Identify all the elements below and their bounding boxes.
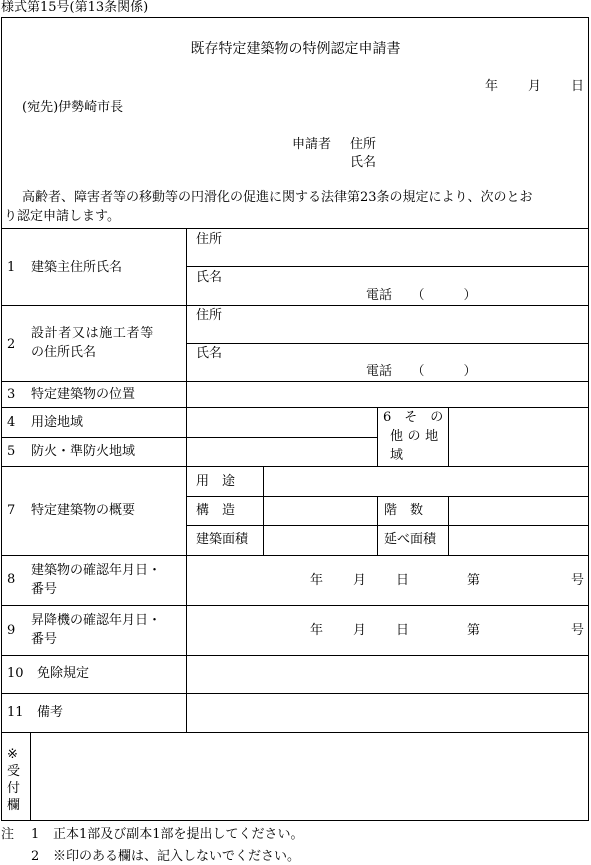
row8-year: 年: [310, 573, 324, 588]
row6-label-line3: 域: [390, 448, 404, 463]
row2-label-line1: 設計者又は施工者等: [31, 326, 154, 341]
row7-structure-label: 構 造: [196, 503, 236, 518]
row7-use-label: 用 途: [196, 474, 236, 489]
form-number: 様式第15号(第13条関係): [1, 0, 149, 15]
applicant-name-label: 氏名: [350, 155, 377, 170]
body-text-line2: り認定申請します。: [4, 209, 120, 224]
row2-phone-label: 電話 （ ）: [366, 364, 477, 379]
receipt-char-2: 付: [7, 781, 21, 796]
form-title: 既存特定建築物の特例認定申請書: [190, 41, 401, 57]
row5-number: 5: [7, 444, 16, 459]
row6-label-line2: 他の地: [390, 429, 443, 444]
row1-number: 1: [7, 260, 16, 275]
row8-day: 日: [396, 573, 410, 588]
row2-name-label: 氏名: [196, 346, 223, 361]
row4-label: 用途地域: [31, 415, 84, 430]
row1-phone-label: 電話 （ ）: [366, 288, 477, 303]
notes-head: 注: [1, 827, 15, 842]
row9-go: 号: [571, 623, 585, 638]
row9-month: 月: [353, 623, 367, 638]
row1-label: 建築主住所氏名: [31, 260, 123, 275]
row1-address-label: 住所: [196, 232, 223, 247]
note1-number: 1: [31, 827, 40, 842]
row8-go: 号: [571, 573, 585, 588]
row9-number: 9: [7, 623, 16, 638]
receipt-mark: ※: [7, 747, 18, 762]
row10-label: 免除規定: [37, 666, 90, 681]
row9-label-line1: 昇降機の確認年月日・: [31, 613, 162, 628]
note1-text: 正本1部及び副本1部を提出してください。: [53, 827, 304, 842]
row3-number: 3: [7, 387, 16, 402]
addressee: (宛先)伊勢崎市長: [22, 100, 124, 115]
applicant-label: 申請者: [292, 137, 332, 152]
row7-total-area-label: 延べ面積: [384, 532, 437, 547]
row7-floors-label: 階 数: [384, 503, 424, 518]
date-month: 月: [528, 79, 542, 94]
row9-dai: 第: [467, 623, 481, 638]
row8-number: 8: [7, 572, 16, 587]
row8-dai: 第: [467, 573, 481, 588]
note2-number: 2: [31, 849, 40, 864]
row8-label-line1: 建築物の確認年月日・: [31, 563, 162, 578]
row7-label: 特定建築物の概要: [31, 503, 136, 518]
row10-number: 10: [7, 666, 24, 681]
row4-number: 4: [7, 415, 16, 430]
body-text-line1: 高齢者、障害者等の移動等の円滑化の促進に関する法律第23条の規定により、次のとお: [22, 190, 533, 205]
row3-label: 特定建築物の位置: [31, 387, 136, 402]
row9-label-line2: 番号: [31, 632, 58, 647]
note2-text: ※印のある欄は、記入しないでください。: [53, 849, 301, 864]
row9-year: 年: [310, 623, 324, 638]
row2-address-label: 住所: [196, 308, 223, 323]
row2-label-line2: の住所氏名: [31, 345, 97, 360]
applicant-address-label: 住所: [350, 137, 377, 152]
row9-day: 日: [396, 623, 410, 638]
row6-label-line1: 6 そ の: [383, 410, 444, 425]
row7-building-area-label: 建築面積: [196, 532, 249, 547]
receipt-char-3: 欄: [7, 798, 21, 813]
row1-name-label: 氏名: [196, 270, 223, 285]
receipt-char-1: 受: [7, 764, 21, 779]
date-day: 日: [571, 79, 585, 94]
row5-label: 防火・準防火地域: [31, 444, 136, 459]
row11-label: 備考: [37, 705, 64, 720]
date-year: 年: [485, 79, 499, 94]
row8-month: 月: [353, 573, 367, 588]
row11-number: 11: [7, 705, 24, 720]
row7-number: 7: [7, 503, 16, 518]
row8-label-line2: 番号: [31, 582, 58, 597]
row2-number: 2: [7, 337, 16, 352]
